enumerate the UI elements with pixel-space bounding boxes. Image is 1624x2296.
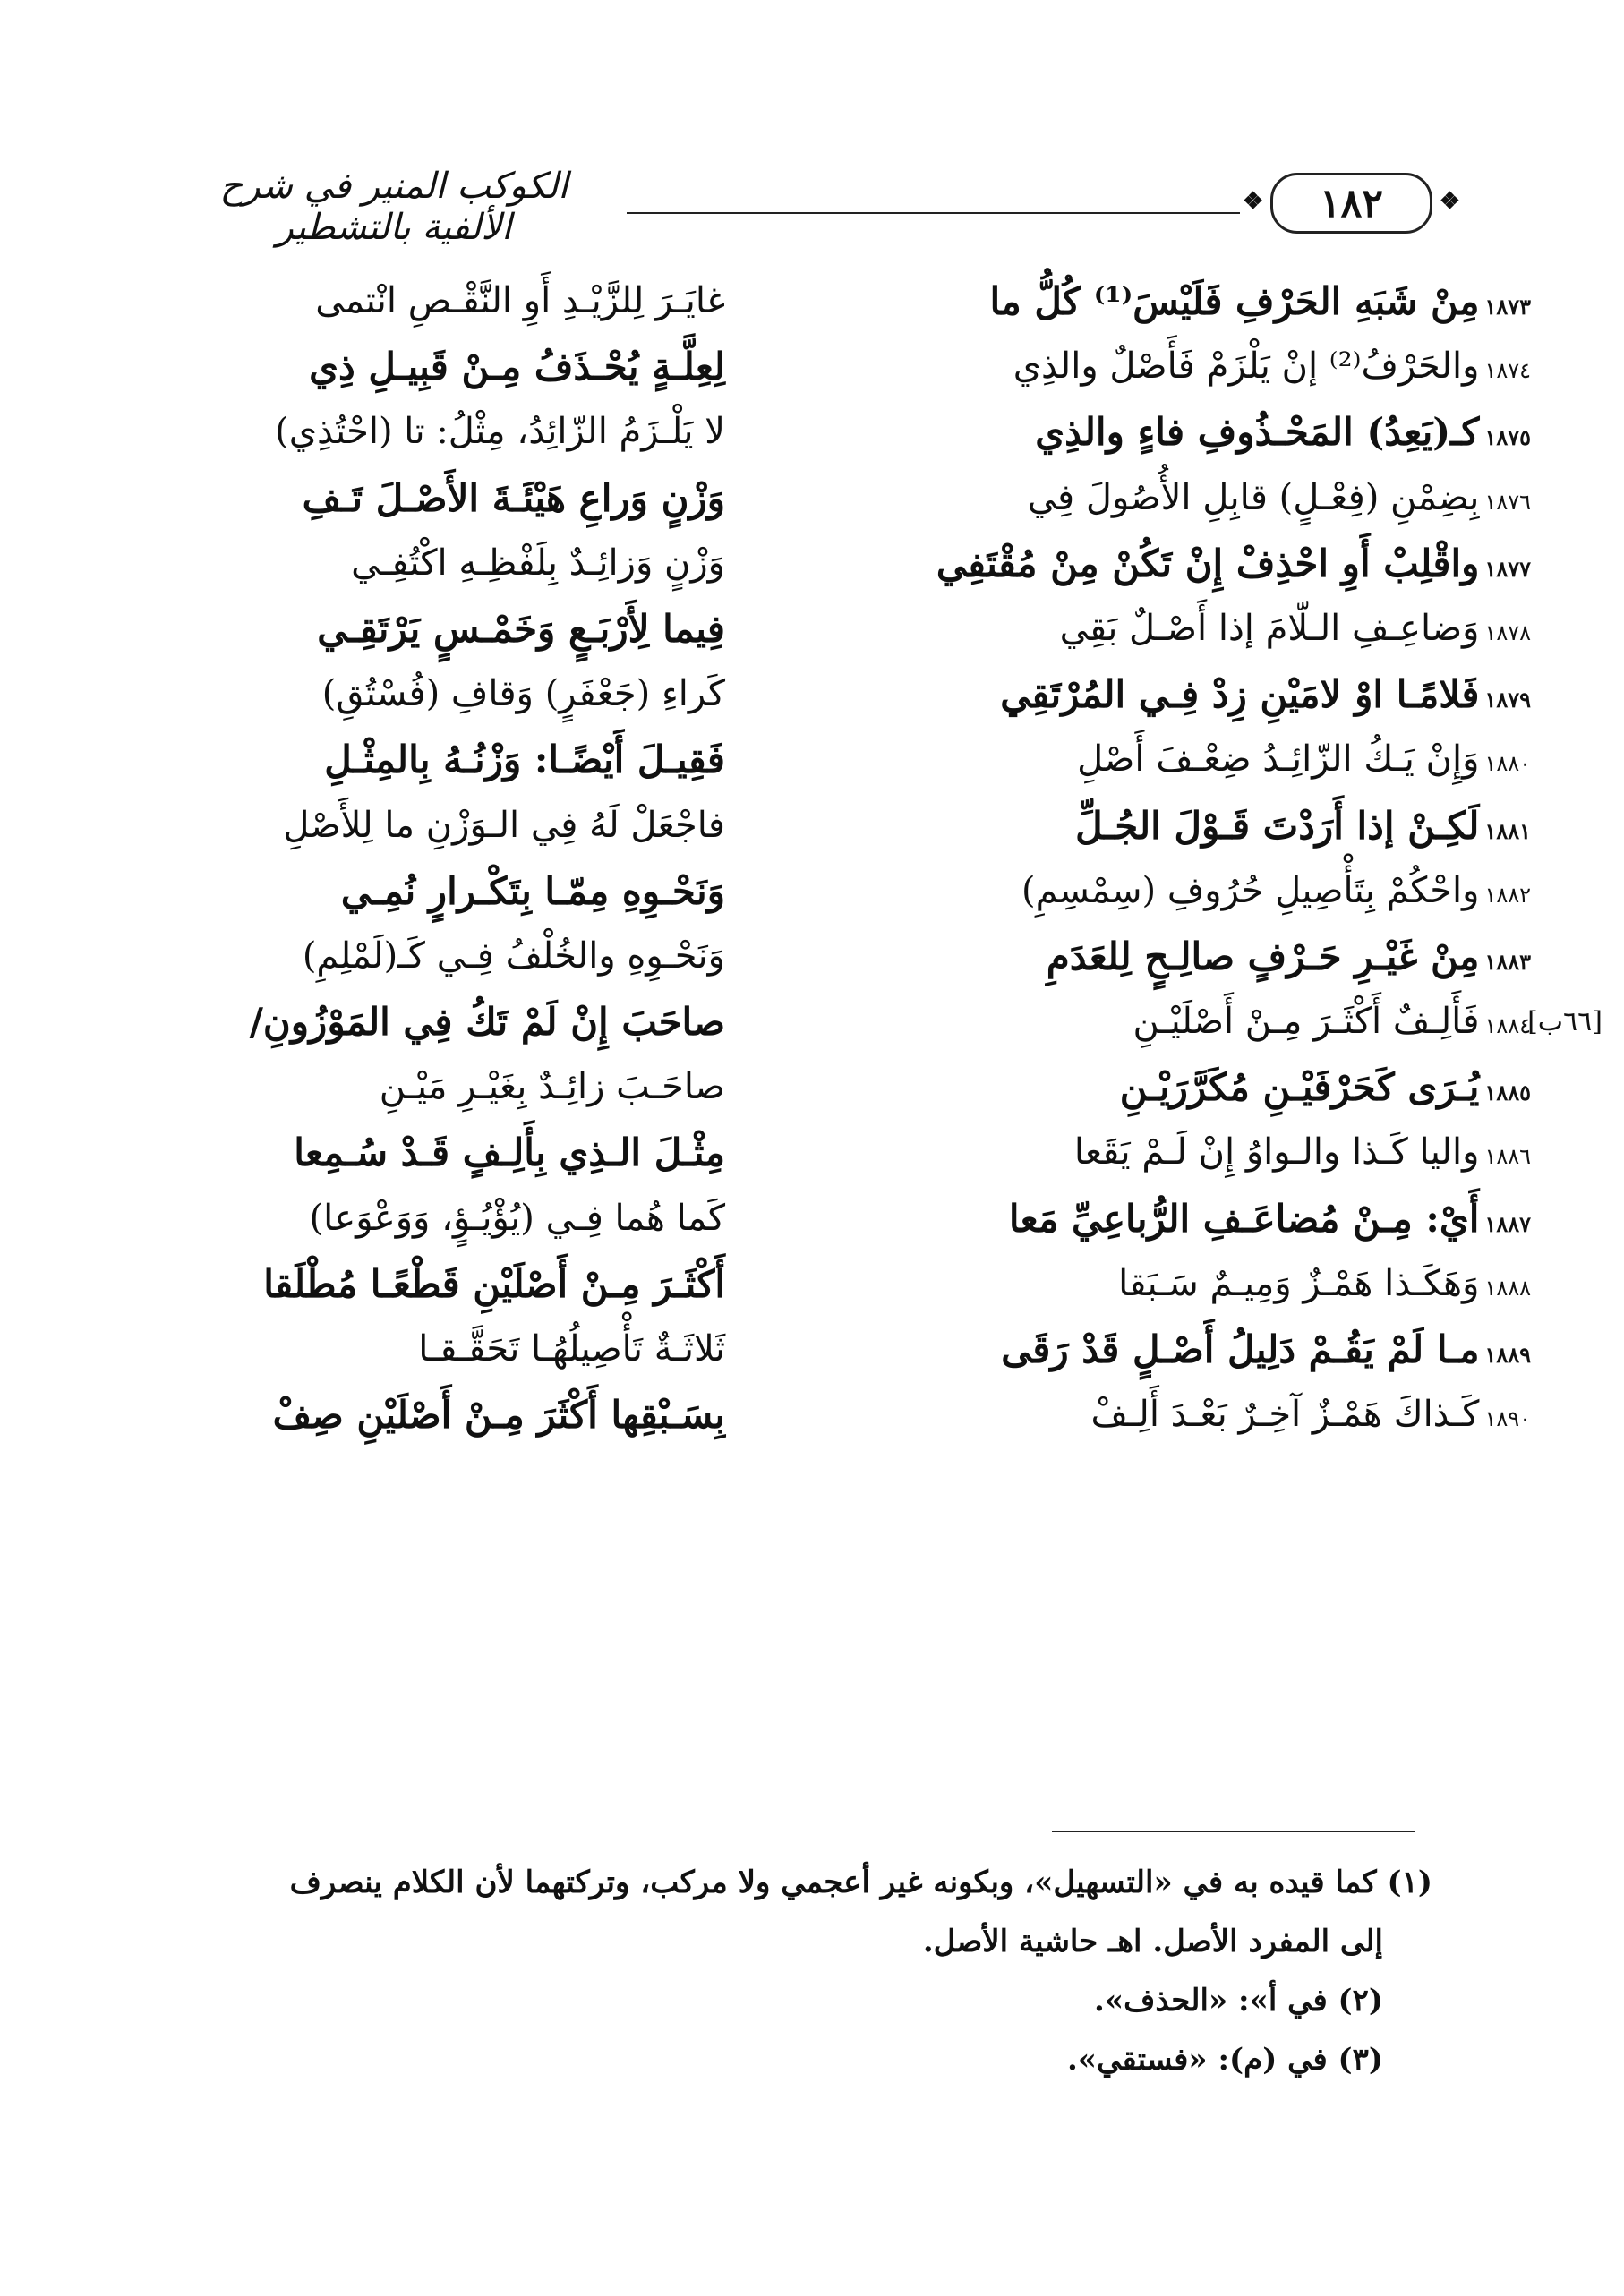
verse-row — [134, 858, 1531, 924]
verse-first-text: فَلامًـا اوْ لامَيْنِ زِدْ فِـي المُرْتَقِي — [1000, 672, 1480, 717]
verse-first-text: مِنْ غَيْـرِ حَـرْفٍ صالِـحٍ لِلعَدَمِ — [1046, 934, 1480, 978]
manuscript-folio-marker: [٦٦ب] — [1527, 1006, 1603, 1038]
verse-first-text: لَكِـنْ إذا أَرَدْتَ قَـوْلَ الجُـلِّ — [1075, 803, 1480, 848]
footnote-3: (٣) في (م): «فستقي». — [1066, 2042, 1383, 2078]
verse-number: ١٨٨٩ — [1484, 1342, 1531, 1368]
verse-first-hemistich — [868, 334, 1531, 399]
verse-number: ١٨٨٧ — [1484, 1210, 1531, 1237]
verse-row — [134, 727, 1531, 792]
verse-number: ١٨٨٨ — [1484, 1275, 1531, 1301]
header-divider — [627, 212, 1240, 214]
verse-first-text: فَأَلِـفٌ أَكْثَـرَ مِـنْ أَصْلَيْـنِ — [1133, 1001, 1480, 1043]
verse-first-text: وَهَكَـذا هَمْـزٌ وَمِيـمٌ سَـبَقا — [1118, 1262, 1480, 1304]
footnotes — [125, 1853, 1432, 2089]
verse-first-text: مـا لَمْ يَقُـمْ دَلِيلُ أَصْـلٍ قَدْ رَقَى — [1001, 1327, 1480, 1371]
verse-second-hemistich: صاحَـبَ زائِـدٌ بِغَيْـرِ مَيْـنِ — [379, 1066, 725, 1108]
verse-second-hemistich: مِثْـلَ الـذِي بِأَلِـفٍ قَـدْ سُـمِعا — [294, 1131, 725, 1175]
verse-row — [134, 1317, 1531, 1382]
verse-row — [134, 1382, 1531, 1447]
verse-second-hemistich: وَزْنٍ وَراعِ هَيْئَـةَ الأَصْـلَ تَـفِ — [302, 475, 725, 520]
verse-first-hemistich — [868, 661, 1531, 727]
verse-first-hemistich — [868, 531, 1531, 596]
verse-first-hemistich — [868, 924, 1531, 989]
verse-second-hemistich: وَزْنٍ وَزائِـدٌ بِلَفْظِـهِ اكْتُفِـي — [351, 542, 725, 584]
verse-number: ١٨٧٤ — [1484, 358, 1531, 384]
verse-number: ١٨٨٦ — [1484, 1144, 1531, 1170]
verse-second-hemistich: لِعِلَّـةٍ يُحْـذَفُ مِـنْ قَبِيـلِ ذِي — [309, 345, 725, 389]
verse-second-hemistich: فاجْعَلْ لَهُ فِي الـوَزْنِ ما لِلأَصْلِ — [283, 804, 725, 846]
verse-number: ١٨٧٩ — [1484, 687, 1531, 713]
verse-second-hemistich: غايَـرَ لِلزَّيْـدِ أَوِ النَّقْـصِ انْتمى — [315, 280, 725, 321]
verse-number: ١٨٨٥ — [1484, 1080, 1531, 1106]
footnote-1: (١) كما قيده به في «التسهيل»، وبكونه غير أعجمي ولا مركب، وتركتهما لأن الكلام ينصرف — [289, 1865, 1432, 1900]
verse-first-hemistich — [868, 727, 1531, 792]
verse-row — [134, 531, 1531, 596]
verse-row — [134, 399, 1531, 465]
verse-first-text: واليا كَـذا والـواوُ إِنْ لَـمْ يَقَعا — [1073, 1131, 1480, 1174]
verse-first-hemistich — [868, 989, 1531, 1054]
verse-row — [134, 661, 1531, 727]
book-title: الكوكب المنير في شرح الألفية بالتشطير — [219, 166, 568, 248]
verse-first-hemistich — [868, 465, 1531, 531]
verse-first-hemistich — [868, 1317, 1531, 1382]
verse-first-text: بِضِمْنِ (فِعْـلٍ) قابِلِ الأُصُولَ فِي — [1027, 476, 1480, 518]
page-header — [179, 166, 1432, 246]
verse-number: ١٨٨٠ — [1484, 751, 1531, 777]
verse-second-hemistich: صاحَبَ إِنْ لَمْ تَكُ فِي المَوْزُونِ/ — [249, 1000, 725, 1045]
verse-number: ١٨٧٥ — [1484, 424, 1531, 451]
verse-first-text: يُـرَى كَحَرْفَيْـنِ مُكَرَّرَيْـنِ — [1119, 1065, 1480, 1110]
verse-first-text: وَإِنْ يَـكُ الزّائِـدُ ضِعْـفَ أَصْلِ — [1077, 738, 1480, 781]
verse-first-hemistich — [868, 399, 1531, 465]
verse-number: ١٨٧٦ — [1484, 489, 1531, 515]
verse-second-hemistich: كَما هُما فِـي (يُؤْيُـؤٍ، وَوَعْوَعا) — [309, 1197, 725, 1239]
verse-row — [134, 596, 1531, 661]
footnote-divider — [1052, 1831, 1415, 1832]
verse-row — [134, 1251, 1531, 1317]
verse-second-hemistich: وَنَحْـوِهِ والخُلْفُ فِـي كَـ(لَمْلِمِ) — [302, 935, 725, 977]
verse-first-hemistich — [868, 1382, 1531, 1447]
footnote-2: (٢) في أ»: «الحذف». — [1094, 1983, 1383, 2019]
verse-number: ١٨٧٣ — [1484, 294, 1531, 320]
verse-number: ١٨٨١ — [1484, 817, 1531, 844]
verse-first-text: واحْكُمْ بِتَأْصِيلِ حُرُوفِ (سِمْسِمِ) — [1021, 869, 1480, 911]
verse-row — [134, 1186, 1531, 1251]
verse-first-text: واقْلِبْ أَوِ احْذِفْ إِنْ تَكُنْ مِنْ مُقْتَفِي — [936, 541, 1480, 585]
verse-second-hemistich: أَكْثَـرَ مِـنْ أَصْلَيْنِ قَطْعًـا مُطْلَقا — [263, 1261, 725, 1306]
verse-row — [134, 793, 1531, 858]
verse-row — [134, 924, 1531, 989]
footnote-1-continuation: إلى المفرد الأصل. اهـ حاشية الأصل. — [922, 1924, 1383, 1959]
verse-first-text: مِنْ شَبَهِ الحَرْفِ فَلَيْسَ⁽¹⁾ كُلُّ ما — [989, 279, 1480, 323]
verse-row — [134, 1054, 1531, 1120]
verse-first-text: والحَرْفُ⁽²⁾ إنْ يَلْزَمْ فَأَصْلٌ والذِي — [1013, 346, 1480, 388]
verse-first-text: أَيْ: مِـنْ مُضاعَـفِ الرُّباعِيِّ مَعا — [1008, 1196, 1480, 1241]
verse-first-text: وَضاعِـفِ الـلّامَ إذا أَصْـلٌ بَقِي — [1059, 607, 1480, 649]
verse-number: ١٨٧٨ — [1484, 619, 1531, 645]
verse-second-hemistich: فَقِيـلَ أَيْضًـا: وَزْنُـهُ بِالمِثْـلِ — [324, 738, 725, 782]
verse-first-hemistich — [868, 1120, 1531, 1185]
verse-row — [134, 1120, 1531, 1185]
verse-first-text: كـ(يَعِدُ) المَحْـذُوفِ فاءٍ والذِي — [1035, 410, 1480, 455]
verse-second-hemistich: وَنَحْـوِهِ مِمّـا بِتَكْـرارٍ نُمِـي — [340, 868, 725, 913]
verse-number: ١٨٩٠ — [1484, 1406, 1531, 1432]
verse-row — [134, 465, 1531, 531]
verse-number: ١٨٨٤ — [1484, 1013, 1531, 1039]
page-number: ❖ ١٨٢ ❖ — [1270, 173, 1432, 234]
verse-second-hemistich: كَراءِ (جَعْفَرٍ) وَقافِ (فُسْتُقِ) — [321, 673, 725, 715]
verse-number: ١٨٨٢ — [1484, 882, 1531, 908]
verse-first-hemistich — [868, 1251, 1531, 1317]
verse-second-hemistich: فِيما لِأَرْبَـعٍ وَخَمْـسٍ يَرْتَقِـي — [317, 606, 725, 651]
verse-first-hemistich — [868, 858, 1531, 924]
verse-number: ١٨٨٣ — [1484, 948, 1531, 975]
verse-first-hemistich — [868, 1054, 1531, 1120]
verse-row — [134, 989, 1603, 1054]
verse-first-hemistich — [868, 1186, 1531, 1251]
verse-second-hemistich: ثَلاثَـةٌ تَأْصِيلُهُـا تَحَقَّـقـا — [418, 1328, 725, 1370]
verse-first-hemistich — [868, 596, 1531, 661]
verse-first-text: كَـذاكَ هَمْـزٌ آخِـرٌ بَعْـدَ أَلِـفْ — [1090, 1394, 1480, 1436]
verse-row — [134, 334, 1531, 399]
verse-second-hemistich: بِسَـبْقِها أَكْثَرَ مِـنْ أَصْلَيْنِ صِفْ — [272, 1393, 725, 1438]
verse-number: ١٨٧٧ — [1484, 555, 1531, 582]
verse-second-hemistich: لا يَلْـزَمُ الزّائِدُ، مِثْلُ: تا (احْتُذِي) — [275, 411, 725, 453]
verse-list — [134, 269, 1603, 1447]
verse-first-hemistich — [868, 793, 1531, 858]
verse-row — [134, 269, 1531, 334]
verse-first-hemistich — [868, 269, 1531, 334]
